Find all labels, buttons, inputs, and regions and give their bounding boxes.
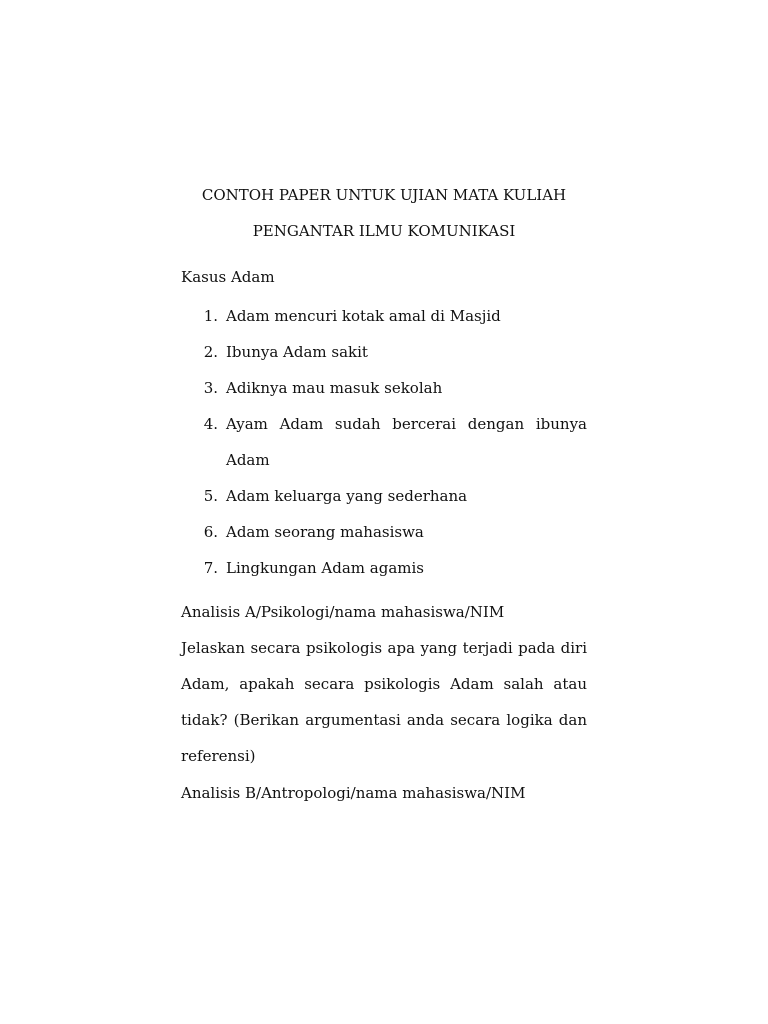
list-item-text: Adiknya mau masuk sekolah [226,379,443,397]
section-a-line: Jelaskan secara psikologis apa yang terjadi pada diri [181,639,587,657]
list-item [181,514,587,550]
section-a-line: referensi) [181,747,256,765]
section-a-line: tidak? (Berikan argumentasi anda secara logika dan [181,711,587,729]
case-title: Kasus Adam [181,268,275,286]
list-item-text-continued: Adam [226,451,270,469]
list-item-number: 6. [203,523,218,541]
list-item-number: 1. [203,307,218,325]
section-b-title: Analisis B/Antropologi/nama mahasiswa/NIM [181,784,526,802]
list-item-text: Ayam Adam sudah bercerai dengan ibunya [226,415,587,433]
document-title-line-1: CONTOH PAPER UNTUK UJIAN MATA KULIAH [201,186,567,204]
list-item [181,370,587,406]
list-item-text: Ibunya Adam sakit [226,343,368,361]
list-item-text: Adam keluarga yang sederhana [226,487,468,505]
list-item [181,334,587,370]
section-a-title: Analisis A/Psikologi/nama mahasiswa/NIM [181,603,505,621]
list-item-number: 7. [203,559,218,577]
list-item [181,478,587,514]
list-item-text: Lingkungan Adam agamis [226,559,424,577]
section-a-line: Adam, apakah secara psikologis Adam salah atau [181,675,587,693]
list-item-text: Adam seorang mahasiswa [226,523,424,541]
list-item-number: 4. [203,415,218,433]
section-a-body [181,630,587,774]
list-item-number: 3. [203,379,218,397]
case-facts-list [181,298,587,586]
list-item-number: 5. [203,487,218,505]
list-item-number: 2. [203,343,218,361]
list-item [181,298,587,334]
document-title-line-2: PENGANTAR ILMU KOMUNIKASI [252,222,516,240]
list-item [181,406,587,478]
list-item-text: Adam mencuri kotak amal di Masjid [226,307,501,325]
section-a [181,594,587,774]
list-item [181,550,587,586]
